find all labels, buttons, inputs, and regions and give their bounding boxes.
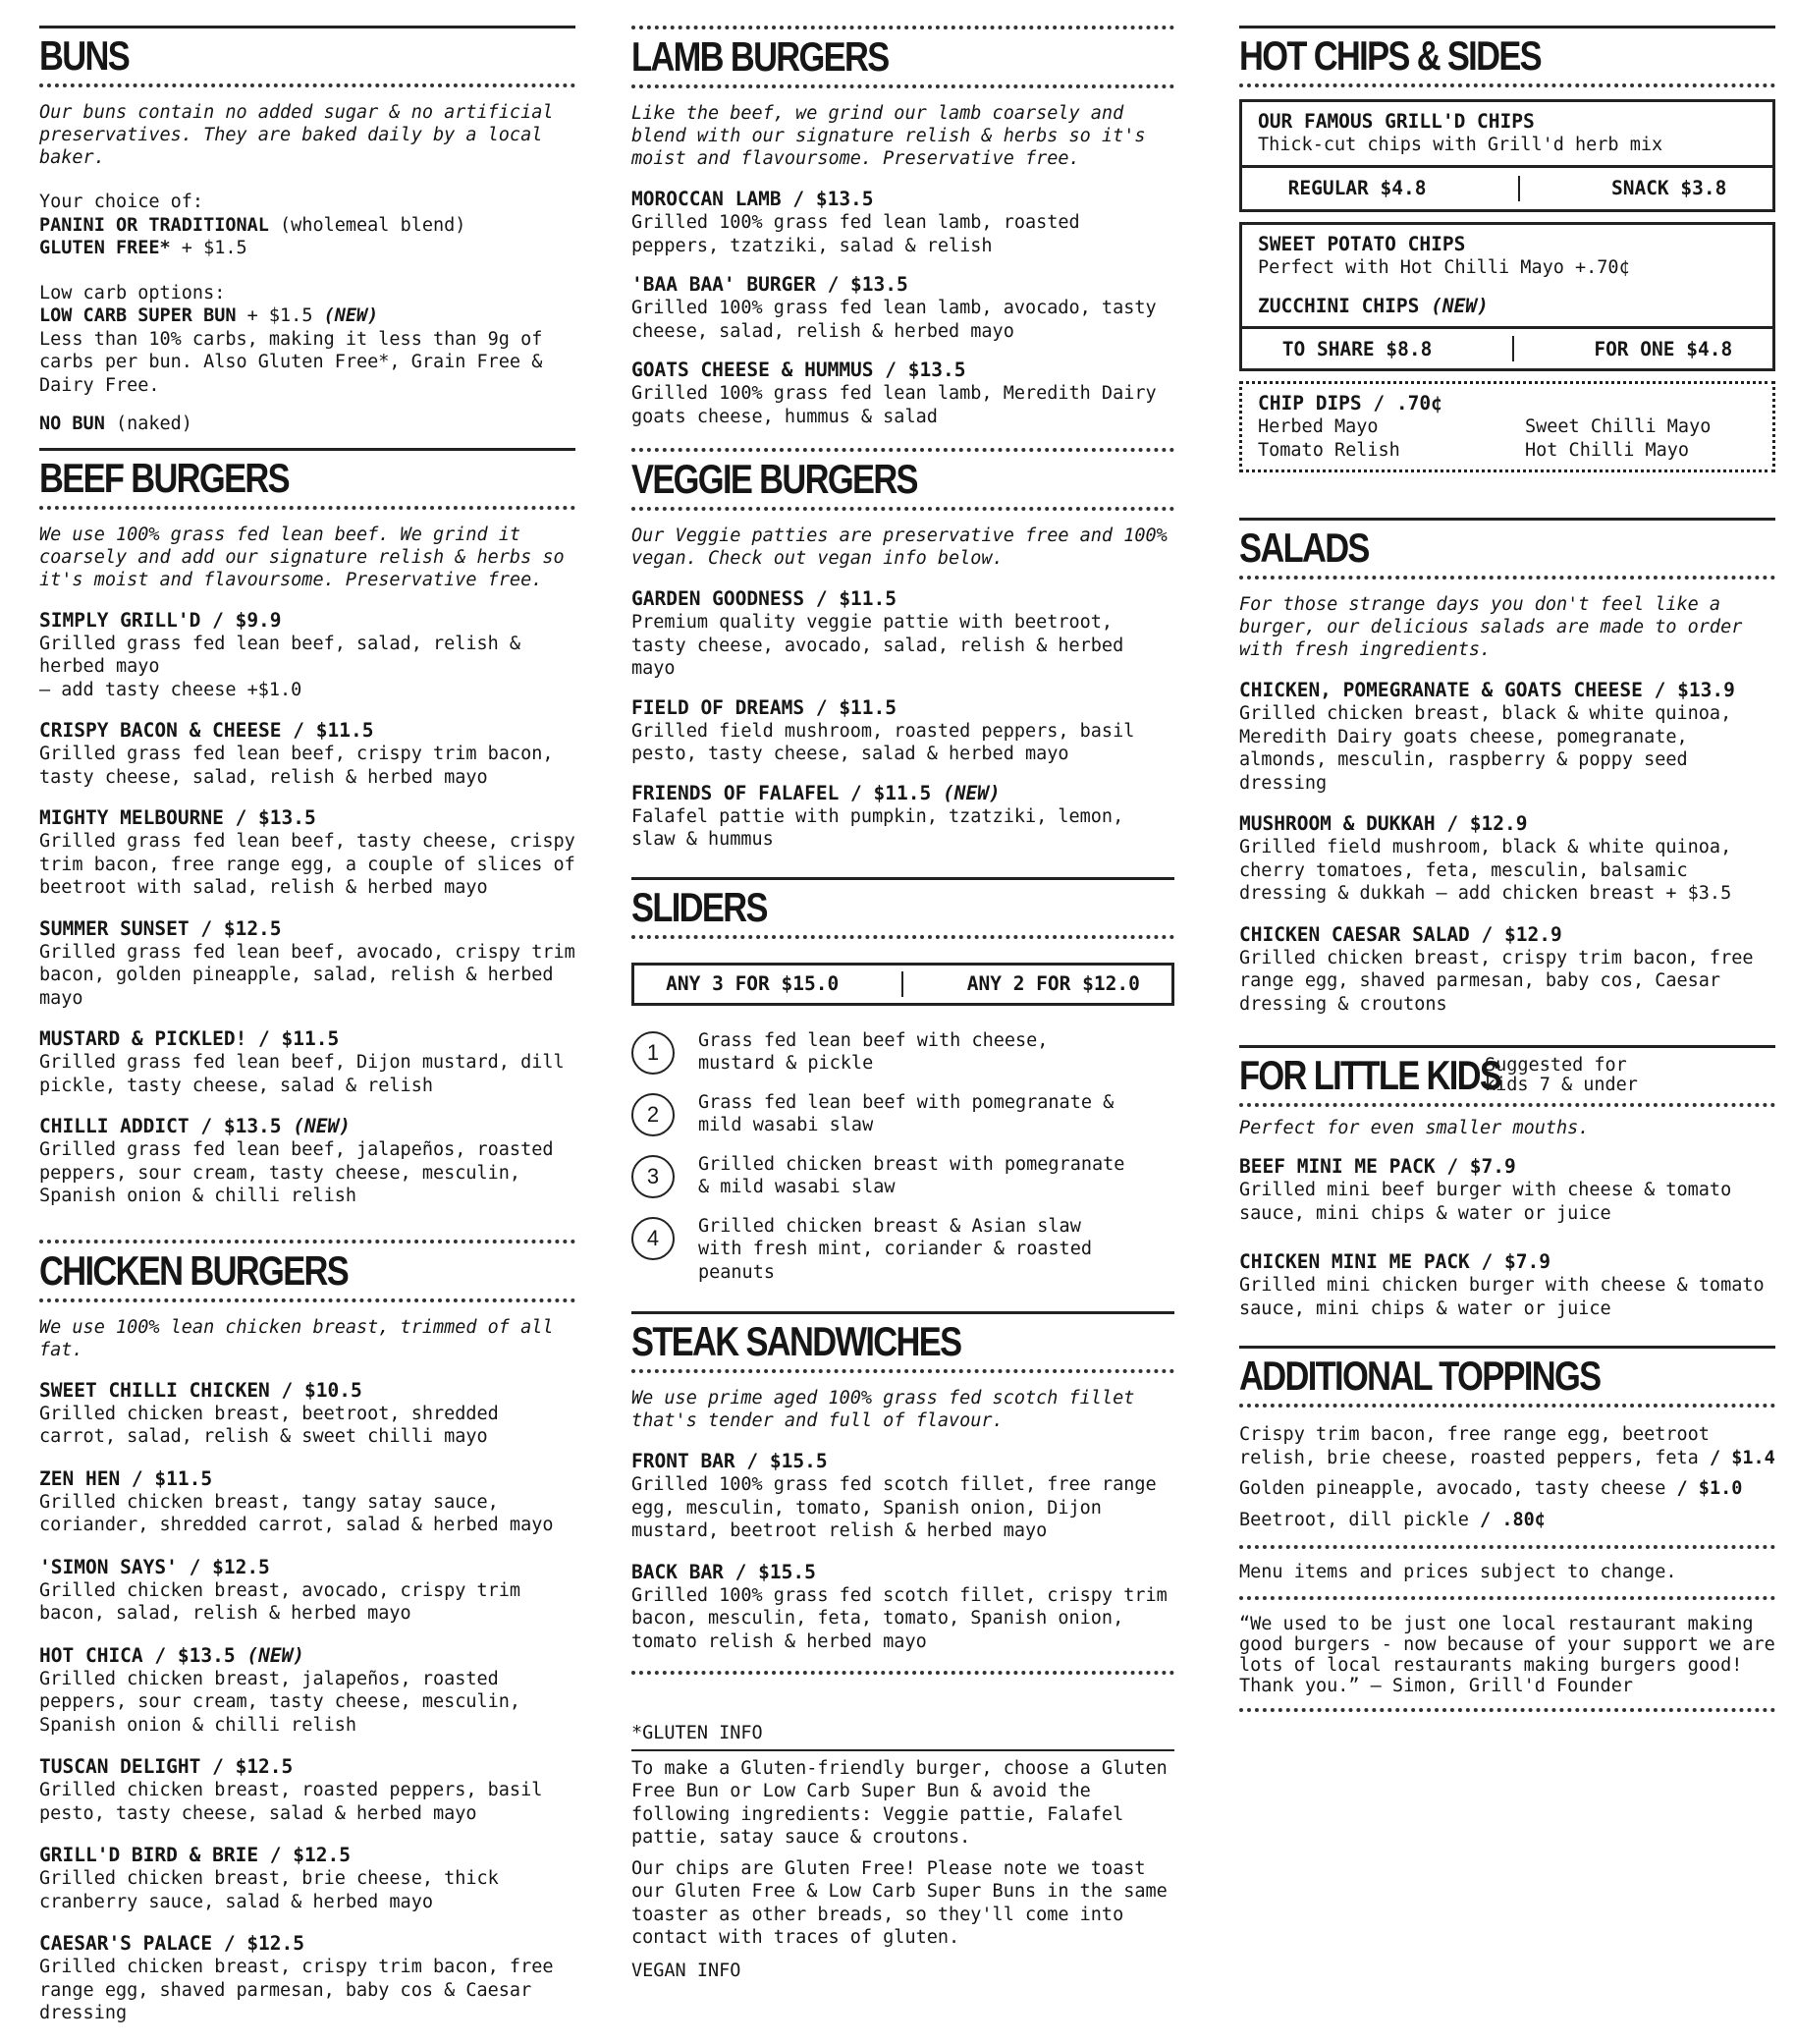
new-badge: (NEW) [293, 1115, 351, 1137]
veggie-burgers-intro: Our Veggie patties are preservative free and 100% vegan. Check out vegan info below. [631, 525, 1168, 569]
menu-item [39, 1027, 575, 1097]
no-bun-note: (naked) [115, 414, 192, 434]
menu-item-name: 'BAA BAA' BURGER / $13.5 [631, 273, 908, 296]
menu-item-desc: Falafel pattie with pumpkin, tzatziki, lemon, slaw & hummus [631, 805, 1124, 850]
menu-item-desc: Grilled chicken breast, crispy trim bacon, free range egg, shaved parmesan, baby cos, Caesar dressing & croutons [1239, 947, 1754, 1015]
chip-dip: Hot Chilli Mayo [1525, 439, 1690, 461]
famous-chips-snack: SNACK $3.8 [1610, 177, 1727, 199]
famous-chips-box [1239, 99, 1775, 212]
menu-item [39, 1844, 575, 1913]
additional-toppings-title: ADDITIONAL TOPPINGS [1239, 1353, 1601, 1399]
menu-item-name: SUMMER SUNSET / $12.5 [39, 916, 282, 940]
buns-choice-label: Your choice of: [39, 192, 204, 212]
menu-item-desc: Grilled 100% grass fed lean lamb, Meredith Dairy goats cheese, hummus & salad [631, 383, 1157, 427]
veggie-burgers-title: VEGGIE BURGERS [631, 456, 917, 502]
menu-item [39, 1644, 575, 1738]
slider-desc: Grass fed lean beef with pomegranate & mild wasabi slaw [698, 1091, 1115, 1135]
menu-item-desc: Grilled mini beef burger with cheese & tomato sauce, mini chips & water or juice [1239, 1180, 1732, 1224]
chicken-burgers-title: CHICKEN BURGERS [39, 1246, 349, 1294]
sweet-potato-share: TO SHARE $8.8 [1281, 337, 1433, 360]
menu-item-desc: Grilled chicken breast, crispy trim bacon, free range egg, shaved parmesan, baby cos & Caesar dressing [39, 1957, 554, 2023]
menu-item-name: FIELD OF DREAMS / $11.5 [631, 695, 898, 719]
menu-item-desc: Grilled mini chicken burger with cheese & tomato sauce, mini chips & water or juice [1239, 1275, 1765, 1319]
menu-item [1239, 923, 1775, 1017]
salads-title: SALADS [1239, 525, 1369, 571]
menu-item [39, 1467, 575, 1537]
bun-option-gluten-free-price: + $1.5 [181, 238, 247, 258]
topping-price: / $1.0 [1676, 1478, 1743, 1499]
no-bun-name: NO BUN [39, 414, 105, 434]
divider [1512, 336, 1514, 361]
slider-item [631, 1091, 1174, 1137]
sweet-potato-name: SWEET POTATO CHIPS [1258, 232, 1466, 255]
slider-desc: Grilled chicken breast & Asian slaw with fresh mint, coriander & roasted peanuts [698, 1215, 1092, 1283]
menu-item-name: CHILLI ADDICT / $13.5 [39, 1115, 282, 1137]
chicken-burgers-intro: We use 100% lean chicken breast, trimmed of all fat. [39, 1316, 554, 1360]
lamb-burgers-intro: Like the beef, we grind our lamb coarsely and blend with our signature relish & herbs so it's moist and flavoursome. Preservative free. [631, 103, 1146, 169]
menu-item-desc: Grilled 100% grass fed scotch fillet, free range egg, mesculin, tomato, Spanish onion, Dijon mustard, beetroot relish & herbed mayo [631, 1474, 1157, 1541]
menu-item-desc: Grilled chicken breast, brie cheese, thick cranberry sauce, salad & herbed mayo [39, 1868, 499, 1912]
buns-title: BUNS [39, 32, 130, 79]
menu-item [39, 806, 575, 900]
lowcarb-bun-price: + $1.5 [246, 305, 313, 326]
menu-item-desc: Grilled chicken breast, avocado, crispy trim bacon, salad, relish & herbed mayo [39, 1579, 521, 1624]
divider [1518, 176, 1520, 201]
topping-text: Beetroot, dill pickle [1239, 1509, 1469, 1530]
menu-item-name: CRISPY BACON & CHEESE / $11.5 [39, 719, 374, 742]
famous-chips-desc: Thick-cut chips with Grill'd herb mix [1258, 135, 1663, 155]
menu-item [631, 1450, 1174, 1543]
hot-chips-title: HOT CHIPS & SIDES [1239, 32, 1542, 79]
menu-item [39, 1932, 575, 2025]
menu-item-name: GRILL'D BIRD & BRIE / $12.5 [39, 1844, 351, 1866]
slider-item [631, 1153, 1174, 1199]
bun-option-panini-note: (wholemeal blend) [280, 214, 466, 236]
topping-line [1239, 1423, 1775, 1469]
menu-item [39, 1115, 575, 1208]
topping-line [1239, 1477, 1775, 1501]
chip-dips-box [1239, 381, 1775, 472]
sliders-deal-3: ANY 3 FOR $15.0 [666, 972, 840, 995]
menu-item-name: TUSCAN DELIGHT / $12.5 [39, 1755, 294, 1778]
chip-dip: Herbed Mayo [1258, 416, 1379, 437]
slider-number-badge: 3 [631, 1155, 675, 1198]
menu-item [631, 359, 1174, 428]
menu-item [39, 1556, 575, 1626]
menu-item [631, 782, 1174, 852]
bun-option-gluten-free: GLUTEN FREE* [39, 238, 171, 258]
chip-dip: Sweet Chilli Mayo [1525, 416, 1712, 437]
topping-line [1239, 1509, 1775, 1532]
gluten-info-p2: Our chips are Gluten Free! Please note we toast our Gluten Free & Low Carb Super Buns in the same toaster as other breads, so they'll come into contact with traces of gluten. [631, 1857, 1168, 1948]
little-kids-intro: Perfect for even smaller mouths. [1239, 1118, 1590, 1138]
slider-number-badge: 1 [631, 1031, 675, 1075]
sweet-potato-desc: Perfect with Hot Chilli Mayo +.70¢ [1258, 256, 1630, 278]
sliders-deal-box [631, 963, 1174, 1006]
chip-dip: Tomato Relish [1258, 439, 1400, 461]
buns-intro: Our buns contain no added sugar & no artificial preservatives. They are baked daily by a local baker. [39, 102, 554, 168]
beef-burgers-title: BEEF BURGERS [39, 454, 289, 501]
menu-column-2 [631, 0, 1174, 1982]
sweet-potato-box [1239, 222, 1775, 372]
menu-item-name: CHICKEN CAESAR SALAD / $12.9 [1239, 922, 1562, 946]
menu-item-desc: Grilled grass fed lean beef, tasty cheese, crispy trim bacon, free range egg, a couple of slices of beetroot with salad, relish & herbed mayo [39, 831, 575, 898]
menu-item-desc: Premium quality veggie pattie with beetroot, tasty cheese, avocado, salad, relish & herbed mayo [631, 612, 1124, 679]
menu-item-desc: Grilled chicken breast, tangy satay sauce, coriander, shredded carrot, salad & herbed mayo [39, 1491, 554, 1535]
menu-item-desc: Grilled chicken breast, jalapeños, roasted peppers, sour cream, tasty cheese, mesculin, Spanish onion & chilli relish [39, 1668, 521, 1736]
slider-item [631, 1215, 1174, 1285]
menu-item [39, 609, 575, 702]
menu-item-name: CHICKEN, POMEGRANATE & GOATS CHEESE / $13.9 [1239, 679, 1735, 701]
steak-sandwiches-title: STEAK SANDWICHES [631, 1318, 961, 1364]
menu-item-name: MIGHTY MELBOURNE / $13.5 [39, 806, 316, 829]
lowcarb-bun-desc: Less than 10% carbs, making it less than 9g of carbs per bun. Also Gluten Free*, Grain Free & Dairy Free. [39, 328, 543, 396]
menu-item-desc: Grilled field mushroom, black & white quinoa, cherry tomatoes, feta, mesculin, balsamic dressing & dukkah – add chicken breast + $3.5 [1239, 837, 1732, 904]
bun-option-panini: PANINI OR TRADITIONAL [39, 214, 269, 236]
menu-item-name: HOT CHICA / $13.5 [39, 1643, 236, 1667]
steak-sandwiches-intro: We use prime aged 100% grass fed scotch fillet that's tender and full of flavour. [631, 1388, 1135, 1431]
menu-item-name: BEEF MINI ME PACK / $7.9 [1239, 1155, 1516, 1178]
menu-item-desc: Grilled 100% grass fed scotch fillet, crispy trim bacon, mesculin, feta, tomato, Spanish onion, tomato relish & herbed mayo [631, 1584, 1168, 1652]
menu-item [631, 696, 1174, 766]
menu-item [39, 1755, 575, 1825]
topping-price: / $1.4 [1709, 1447, 1775, 1468]
menu-item-name: GARDEN GOODNESS / $11.5 [631, 587, 898, 610]
menu-item [1239, 1250, 1775, 1320]
menu-item-desc: Grilled chicken breast, roasted peppers, basil pesto, tasty cheese, salad & herbed mayo [39, 1780, 543, 1824]
sliders-deal-2: ANY 2 FOR $12.0 [966, 972, 1140, 995]
new-badge: (NEW) [1431, 295, 1489, 317]
vegan-info-title: VEGAN INFO [631, 1960, 741, 1981]
menu-item-name: SWEET CHILLI CHICKEN / $10.5 [39, 1378, 362, 1402]
menu-column-1 [39, 0, 575, 2044]
gluten-info-title: *GLUTEN INFO [631, 1723, 763, 1743]
slider-desc: Grass fed lean beef with cheese, mustard & pickle [698, 1029, 1049, 1074]
menu-item-desc: Grilled 100% grass fed lean lamb, roasted peppers, tzatziki, salad & relish [631, 212, 1080, 256]
sliders-title: SLIDERS [631, 883, 767, 930]
menu-item-name: FRONT BAR / $15.5 [631, 1450, 828, 1472]
new-badge: (NEW) [323, 305, 379, 326]
divider [901, 971, 903, 997]
salads-intro: For those strange days you don't feel like a burger, our delicious salads are made to order with fresh ingredients. [1239, 594, 1743, 660]
topping-text: Golden pineapple, avocado, tasty cheese [1239, 1478, 1666, 1499]
topping-price: / .80¢ [1480, 1509, 1546, 1530]
sweet-potato-one: FOR ONE $4.8 [1594, 337, 1733, 360]
menu-item-desc: Grilled 100% grass fed lean lamb, avocado, tasty cheese, salad, relish & herbed mayo [631, 298, 1157, 342]
lamb-burgers-title: LAMB BURGERS [631, 33, 889, 80]
menu-item [39, 917, 575, 1011]
beef-burgers-intro: We use 100% grass fed lean beef. We grind it coarsely and add our signature relish & herbs so it's moist and flavoursome. Preservative free. [39, 524, 565, 590]
menu-item [1239, 1155, 1775, 1225]
chip-dips-title: CHIP DIPS / .70¢ [1258, 392, 1442, 414]
menu-item [631, 273, 1174, 343]
menu-item-name: ZEN HEN / $11.5 [39, 1466, 213, 1490]
slider-number-badge: 4 [631, 1217, 675, 1260]
new-badge: (NEW) [246, 1643, 305, 1667]
little-kids-title: FOR LITTLE KIDS [1239, 1052, 1501, 1098]
menu-item-name: GOATS CHEESE & HUMMUS / $13.5 [631, 359, 966, 381]
menu-item-desc: Grilled chicken breast, beetroot, shredded carrot, salad, relish & sweet chilli mayo [39, 1403, 499, 1447]
menu-item-desc: Grilled grass fed lean beef, Dijon mustard, dill pickle, tasty cheese, salad & relish [39, 1052, 565, 1096]
lowcarb-bun-name: LOW CARB SUPER BUN [39, 305, 237, 326]
famous-chips-name: OUR FAMOUS GRILL'D CHIPS [1258, 110, 1535, 133]
menu-item-name: MOROCCAN LAMB / $13.5 [631, 188, 874, 210]
famous-chips-regular: REGULAR $4.8 [1287, 177, 1427, 199]
menu-item-desc: Grilled grass fed lean beef, crispy trim bacon, tasty cheese, salad, relish & herbed mayo [39, 744, 554, 788]
menu-item [1239, 812, 1775, 906]
menu-item [631, 587, 1174, 681]
menu-item-name: FRIENDS OF FALAFEL / $11.5 [631, 781, 932, 804]
menu-item-name: 'SIMON SAYS' / $12.5 [39, 1555, 270, 1578]
menu-item [1239, 679, 1775, 795]
menu-item-name: MUSHROOM & DUKKAH / $12.9 [1239, 812, 1528, 835]
menu-item-desc: Grilled grass fed lean beef, jalapeños, roasted peppers, sour cream, tasty cheese, mesculin, Spanish onion & chilli relish [39, 1139, 554, 1206]
menu-item-desc: Grilled grass fed lean beef, avocado, crispy trim bacon, golden pineapple, salad, relish & herbed mayo [39, 941, 575, 1009]
disclaimer: Menu items and prices subject to change. [1239, 1562, 1677, 1582]
zucchini-name: ZUCCHINI CHIPS [1258, 295, 1420, 317]
slider-item [631, 1029, 1174, 1076]
topping-text: Crispy trim bacon, free range egg, beetroot relish, brie cheese, roasted peppers, feta [1239, 1424, 1710, 1468]
menu-item-desc: Grilled field mushroom, roasted peppers, basil pesto, tasty cheese, salad & herbed mayo [631, 720, 1135, 764]
menu-item-desc: Grilled grass fed lean beef, salad, relish & herbed mayo [39, 633, 521, 677]
slider-desc: Grilled chicken breast with pomegranate & mild wasabi slaw [698, 1153, 1125, 1197]
menu-item [631, 188, 1174, 257]
menu-item-name: SIMPLY GRILL'D / $9.9 [39, 608, 282, 632]
little-kids-note: Suggested for kids 7 & under [1485, 1055, 1638, 1095]
gluten-info-p1: To make a Gluten-friendly burger, choose a Gluten Free Bun or Low Carb Super Bun & avoid the following ingredients: Veggie pattie, Falafel pattie, satay sauce & croutons. [631, 1757, 1168, 1848]
lowcarb-label: Low carb options: [39, 282, 226, 304]
menu-item-name: MUSTARD & PICKLED! / $11.5 [39, 1027, 340, 1050]
new-badge: (NEW) [943, 781, 1001, 804]
menu-column-3 [1239, 0, 1775, 1712]
menu-item [39, 1379, 575, 1449]
menu-item-name: BACK BAR / $15.5 [631, 1560, 816, 1583]
menu-item-extra: – add tasty cheese +$1.0 [39, 679, 302, 700]
founder-quote: “We used to be just one local restaurant making good burgers - now because of your support we are lots of local restaurants making burgers good! Thank you.” – Simon, Grill'd Founder [1239, 1613, 1775, 1696]
menu-item-name: CAESAR'S PALACE / $12.5 [39, 1932, 305, 1955]
menu-item [631, 1561, 1174, 1654]
menu-item-name: CHICKEN MINI ME PACK / $7.9 [1239, 1250, 1550, 1273]
menu-item-desc: Grilled chicken breast, black & white quinoa, Meredith Dairy goats cheese, pomegranate, almonds, mesculin, raspberry & poppy seed dressing [1239, 703, 1732, 794]
slider-number-badge: 2 [631, 1093, 675, 1136]
menu-item [39, 719, 575, 789]
